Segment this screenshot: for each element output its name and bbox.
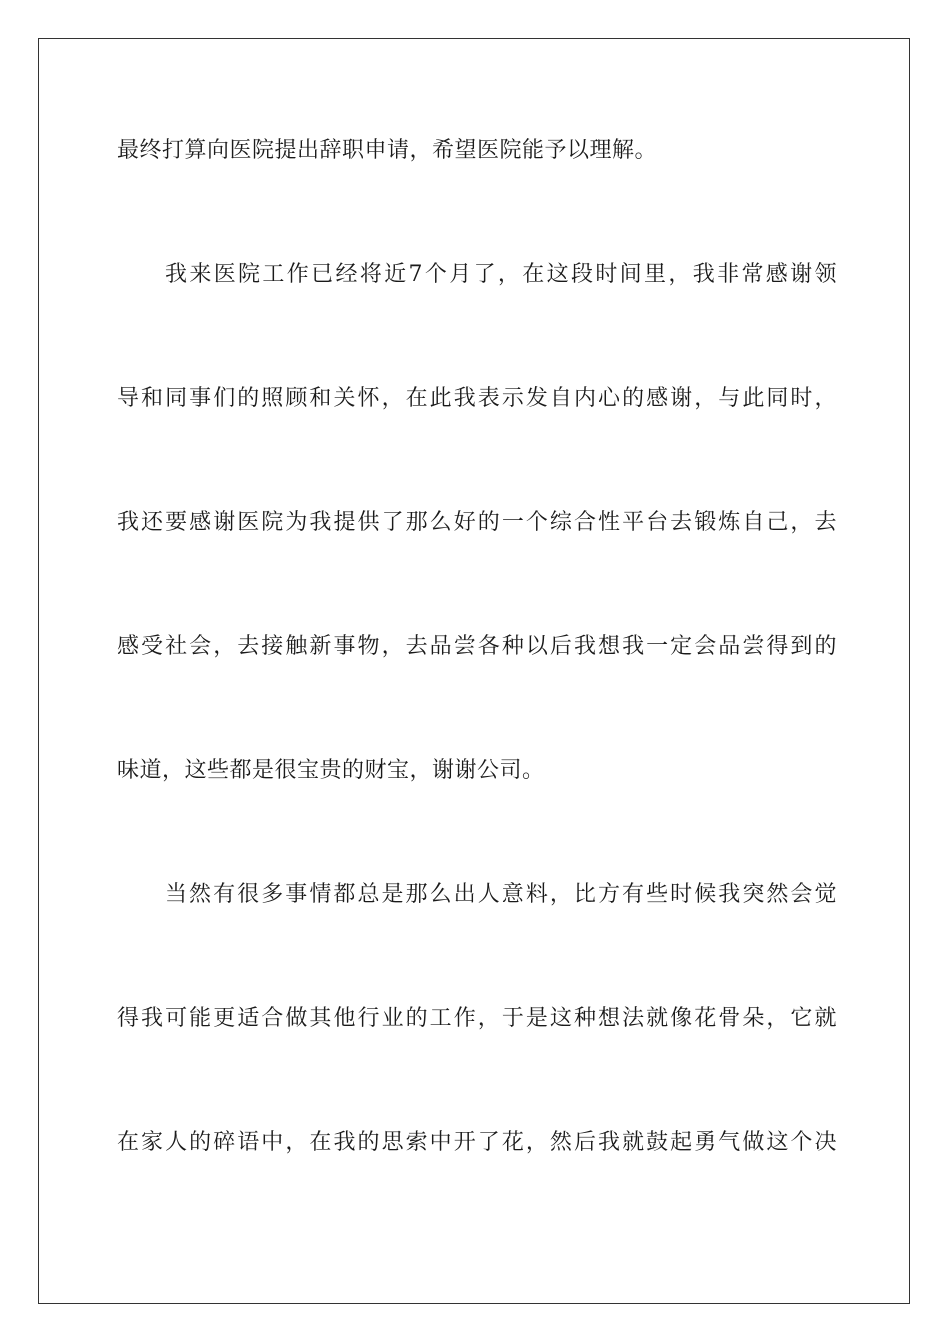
text-line-7: 当然有很多事情都总是那么出人意料，比方有些时候我突然会觉: [165, 882, 837, 907]
page-border: [38, 38, 910, 1304]
text-line-8: 得我可能更适合做其他行业的工作，于是这种想法就像花骨朵，它就: [117, 1006, 837, 1031]
text-line-6: 味道，这些都是很宝贵的财宝，谢谢公司。: [117, 758, 545, 783]
text-line-9: 在家人的碎语中，在我的思索中开了花，然后我就鼓起勇气做这个决: [117, 1130, 837, 1155]
text-line-1: 最终打算向医院提出辞职申请，希望医院能予以理解。: [117, 138, 658, 163]
text-line-4: 我还要感谢医院为我提供了那么好的一个综合性平台去锻炼自己，去: [117, 510, 837, 535]
text-line-5: 感受社会，去接触新事物，去品尝各种以后我想我一定会品尝得到的: [117, 634, 837, 659]
text-line-2: 我来医院工作已经将近7个月了，在这段时间里，我非常感谢领: [165, 262, 837, 287]
text-line-3: 导和同事们的照顾和关怀，在此我表示发自内心的感谢，与此同时，: [117, 386, 837, 411]
